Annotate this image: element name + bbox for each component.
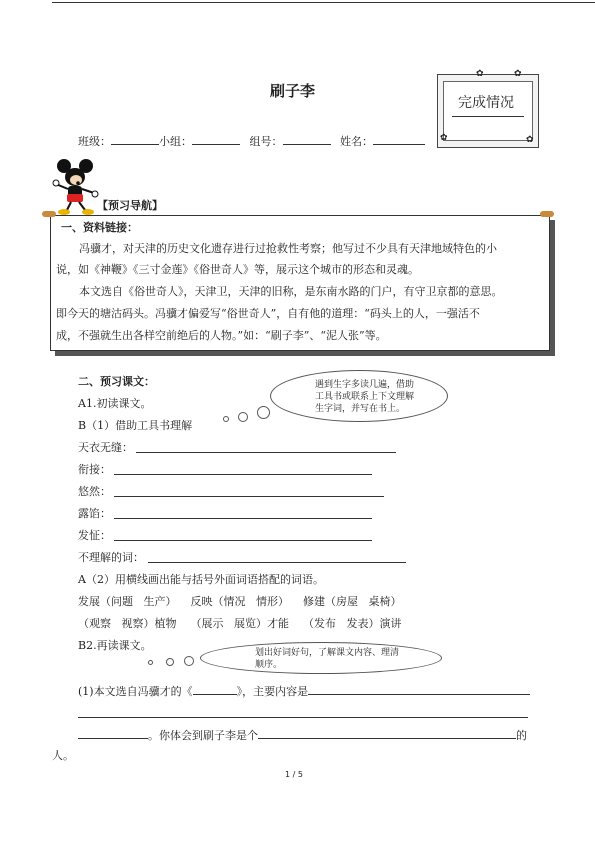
vocab-answer-line[interactable] — [114, 540, 372, 541]
vocab-answer-line[interactable] — [114, 518, 372, 519]
resource-heading: 一、资料链接： — [61, 221, 138, 234]
vocab-label: 不理解的词： — [78, 551, 144, 564]
q1-blank-book[interactable] — [193, 683, 237, 695]
q1-text: 》，主要内容是 — [236, 685, 309, 698]
page-number: 1 / 5 — [285, 770, 303, 779]
flower-icon: ✿ — [440, 133, 448, 143]
group-blank[interactable] — [192, 133, 240, 145]
vocab-answer-line[interactable] — [148, 562, 406, 563]
vocab-label: 悠然： — [78, 485, 111, 498]
q1-text: 人。 — [52, 749, 74, 762]
b1-text: B（1）借助工具书理解 — [78, 419, 193, 432]
scroll-end-left — [42, 211, 56, 217]
question-1-line1 — [78, 683, 530, 699]
resource-box — [50, 215, 550, 351]
hint-cloud-2 — [200, 642, 442, 674]
flower-icon: ✿ — [514, 69, 522, 79]
class-label: 班级： — [78, 135, 111, 148]
vocab-answer-line[interactable] — [114, 496, 384, 497]
class-info-row — [78, 133, 425, 149]
thought-bubble — [223, 416, 229, 422]
flower-icon: ✿ — [526, 135, 534, 145]
flower-icon: ✿ — [476, 69, 484, 79]
q1-text: (1)本文选自冯骥才的《 — [78, 685, 193, 698]
q1-blank-person[interactable] — [258, 727, 516, 739]
q1-text: 的 — [516, 729, 527, 742]
group-label: 小组： — [159, 135, 192, 148]
q1-text: 。你体会到刷子李是个 — [148, 729, 258, 742]
thought-bubble — [238, 412, 248, 422]
name-label: 姓名： — [340, 135, 373, 148]
vocab-answer-line[interactable] — [136, 452, 396, 453]
collocation-line: （观察 视察）植物 （展示 展览）才能 （发布 发表）演讲 — [78, 617, 402, 630]
class-blank[interactable] — [111, 133, 159, 145]
section2-heading: 二、预习课文： — [78, 375, 155, 388]
q1-blank-end[interactable] — [78, 727, 148, 739]
page-title: 刷子李 — [270, 82, 316, 100]
b2-text: B2.再读课文。 — [78, 639, 152, 652]
thought-bubble — [148, 660, 153, 665]
resource-line: 冯骥才，对天津的历史文化遗存进行过抢救性考察；他写过不少具有天津地域特色的小 — [79, 242, 497, 255]
vocab-label: 发怔： — [78, 529, 111, 542]
a1-text: A1.初读课文。 — [78, 397, 152, 410]
a2-text: A（2）用横线画出能与括号外面词语搭配的词语。 — [78, 573, 324, 586]
status-box — [437, 69, 539, 148]
status-box-label: 完成情况 — [458, 95, 514, 111]
vocab-label: 天衣无缝： — [78, 441, 133, 454]
question-1-line3 — [78, 727, 527, 743]
resource-line: 说，如《神鞭》《三寸金莲》《俗世奇人》等，展示这个城市的形态和灵魂。 — [56, 263, 419, 276]
vocab-answer-line[interactable] — [114, 474, 372, 475]
hint-cloud-1-text: 遇到生字多读几遍，借助工具书或联系上下文理解生字词，并写在书上。 — [315, 380, 415, 414]
thought-bubble — [184, 656, 194, 666]
status-box-underline — [452, 116, 524, 117]
resource-line: 成，不强就生出各样空前绝后的人物。”如：“刷子李”、“泥人张”等。 — [56, 329, 387, 342]
scroll-end-right — [540, 211, 554, 217]
collocation-line: 发展（问题 生产） 反映（情况 情形） 修建（房屋 桌椅） — [78, 595, 402, 608]
q1-answer-line[interactable] — [78, 717, 528, 718]
resource-line: 本文选自《俗世奇人》，天津卫，天津的旧称，是东南水路的门户，有守卫京都的意思。 — [79, 285, 503, 298]
resource-line: 即今天的塘沽码头。冯骥才偏爱写“俗世奇人”，自有他的道理：“码头上的人，一强活不 — [56, 307, 480, 320]
number-label: 组号： — [249, 135, 283, 148]
name-blank[interactable] — [373, 133, 425, 145]
vocab-label: 露馅： — [78, 507, 111, 520]
mickey-mouse-icon — [52, 158, 100, 216]
number-blank[interactable] — [283, 133, 331, 145]
vocab-label: 衔接： — [78, 463, 111, 476]
top-rule — [52, 2, 595, 3]
hint-cloud-2-text: 划出好词好句，了解课文内容、理清顺序。 — [255, 648, 400, 670]
q1-blank-content[interactable] — [308, 683, 530, 695]
thought-bubble — [166, 658, 174, 666]
preview-nav-heading: 【预习导航】 — [97, 199, 163, 212]
status-box-inner — [443, 81, 533, 141]
hint-cloud-1 — [270, 370, 448, 422]
thought-bubble — [257, 406, 270, 419]
